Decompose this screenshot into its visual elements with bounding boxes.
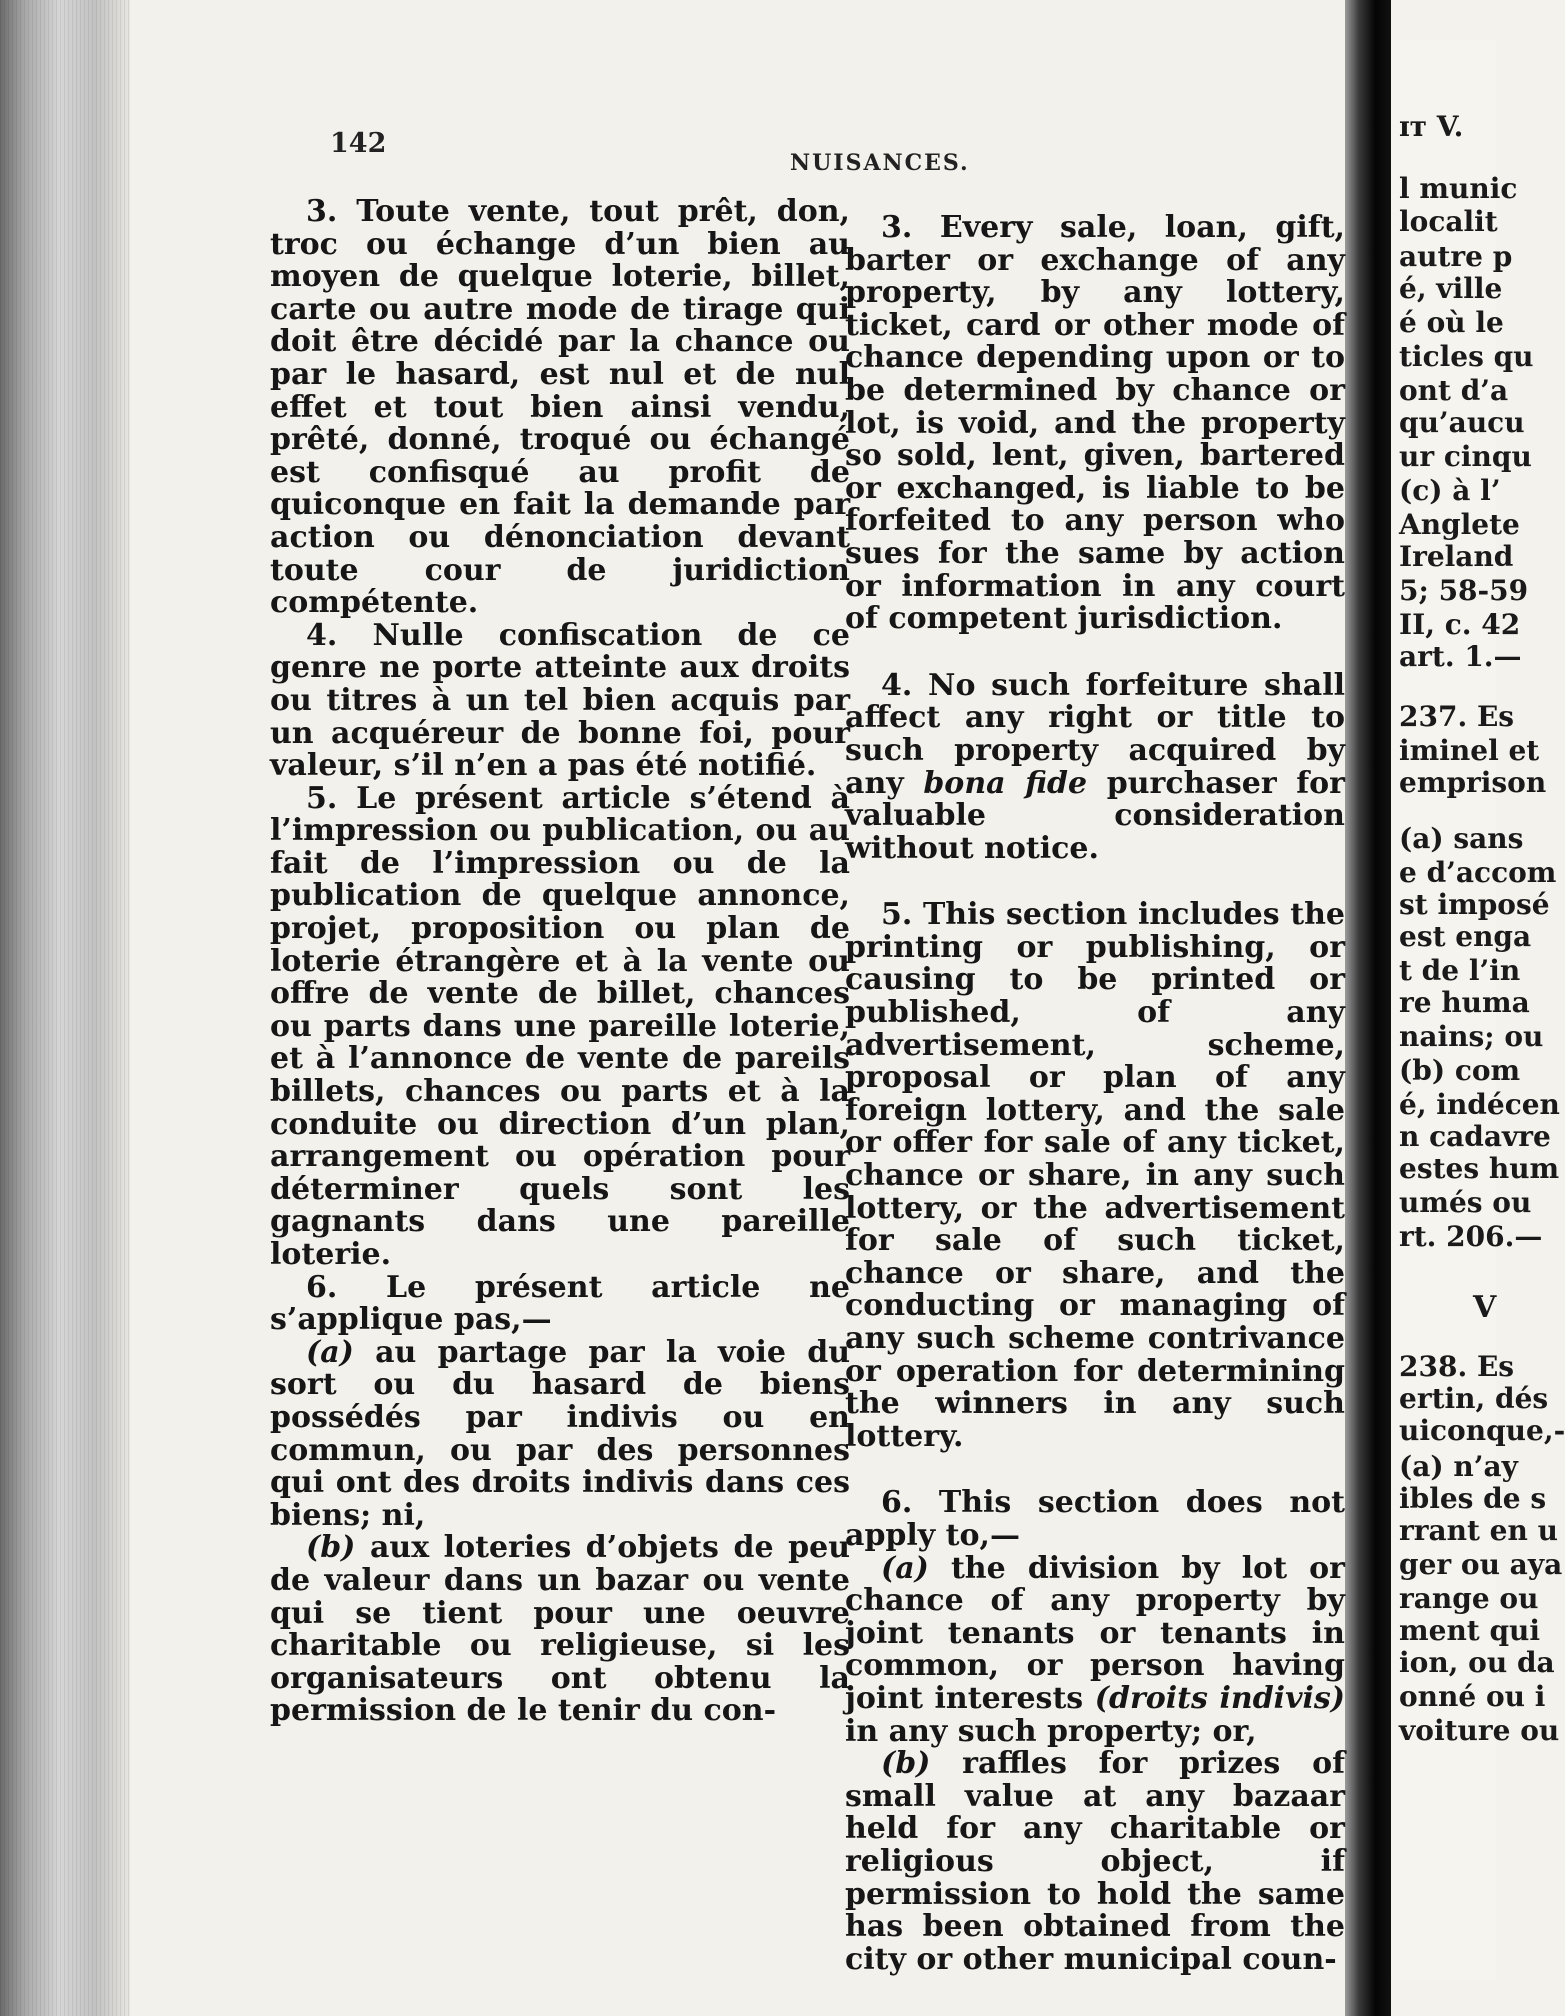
next-page-fragment: ticles qu — [1399, 340, 1534, 373]
next-page-fragment: n cadavre — [1399, 1120, 1551, 1153]
next-page-fragment: é, indécen — [1399, 1088, 1560, 1121]
italic-term: (droits indivis) — [1094, 1680, 1345, 1716]
english-clause-b — [845, 1748, 1345, 1976]
next-page-fragment: (a) n’ay — [1399, 1450, 1518, 1483]
next-page-fragment: ertin, dés — [1399, 1382, 1549, 1415]
english-subsection-3: 3. Every sale, loan, gift, barter or exchange of any property, by any lottery, ticket, card or other mode of chance depending upon or to be determined by chance or lot, is void, and the property so sold, lent, given, bartered or exchanged, is liable to be forfeited to any person who sues for the same by action or information in any court of competent jurisdiction. — [845, 210, 1345, 637]
clause-text: in any such property; or, — [845, 1713, 1257, 1749]
italic-term: bona fide — [923, 765, 1088, 801]
next-page-fragment: V — [1473, 1290, 1497, 1325]
next-page-fragment: é où le — [1399, 306, 1504, 339]
next-page-fragment: II, c. 42 — [1399, 608, 1521, 641]
next-page-fragment: umés ou — [1399, 1186, 1532, 1219]
subsection-text: 4. No such forfeiture shall affect any right or title to such property acquired by any — [845, 667, 1345, 801]
next-page-fragment: voiture ou — [1399, 1714, 1560, 1747]
next-page-fragment: ion, ou da — [1399, 1646, 1555, 1679]
next-page-fragment: nains; ou — [1399, 1020, 1544, 1053]
next-page-fragment: (c) à l’ — [1399, 474, 1501, 507]
french-clause-b — [270, 1532, 850, 1728]
next-page-fragment: art. 1.— — [1399, 640, 1522, 673]
clause-text: raffles for prizes of small value at any bazaar held for any charitable or religious object, if permission to hold the same has been obtained from the city or other municipal coun- — [845, 1746, 1345, 1977]
english-column — [845, 212, 1345, 1976]
next-page-fragment: estes hum — [1399, 1152, 1560, 1185]
french-subsection-5: 5. Le présent article s’étend à l’impression ou publication, ou au fait de l’impression ou de la publication de quelque annonce, projet, proposition ou plan de loterie étrangère et à la vente ou offre de vente de billet, chances ou parts dans une pareille loterie, et à l’annonce de vente de pareils billets, chances ou parts et à la conduite ou direction d’un plan, arrangement ou opération pour déterminer quels sont les gagnants dans une pareille loterie. — [270, 780, 850, 1272]
clause-label: (a) — [881, 1550, 929, 1586]
next-page-fragment: uiconque,- — [1399, 1414, 1565, 1447]
page-number: 142 — [330, 128, 387, 159]
next-page-fragment: (b) com — [1399, 1054, 1521, 1087]
next-page-fragment: 238. Es — [1399, 1350, 1515, 1383]
next-page-fragment: ger ou aya — [1399, 1548, 1563, 1581]
next-page-fragment: Ireland — [1399, 540, 1514, 573]
next-page-fragment: re huma — [1399, 986, 1530, 1019]
next-page-fragment: Anglete — [1399, 508, 1520, 541]
running-head: NUISANCES. — [790, 150, 970, 176]
clause-label: (b) — [306, 1530, 356, 1566]
next-page-fragment: qu’aucu — [1399, 406, 1525, 439]
next-page-fragment: rt. 206.— — [1399, 1220, 1543, 1253]
next-page-fragment: st imposé — [1399, 888, 1550, 921]
next-page-fragment: est enga — [1399, 920, 1532, 953]
next-page-fragment: range ou — [1399, 1582, 1539, 1615]
french-subsection-6: 6. Le présent article ne s’applique pas,— — [270, 1269, 850, 1338]
next-page-fragment: l munic — [1399, 172, 1518, 205]
clause-text: aux loteries d’objets de peu de valeur dans un bazar ou vente qui se tient pour une oeuvre charitable ou religieuse, si les organisateurs ont obtenu la permission de le tenir du con- — [270, 1530, 850, 1729]
next-page-fragment: emprison — [1399, 766, 1547, 799]
next-page-fragment: ibles de s — [1399, 1482, 1547, 1515]
next-page-fragment: t de l’in — [1399, 954, 1521, 987]
clause-text: au partage par la voie du sort ou du hasard de biens possédés par indivis ou en commun, ou par des personnes qui ont des droits indivis dans ces biens; ni, — [270, 1334, 850, 1533]
clause-text: the division by lot or chance of any property by joint tenants or tenants in common, or person having joint interests — [845, 1550, 1345, 1716]
french-column — [270, 196, 850, 1728]
french-clause-a — [270, 1334, 850, 1533]
subsection-text: purchaser for valuable consideration without notice. — [845, 765, 1345, 866]
next-page-fragment: ur cinqu — [1399, 440, 1532, 473]
next-page-fragment: ment qui — [1399, 1614, 1541, 1647]
next-page-fragment: e d’accom — [1399, 856, 1557, 889]
next-page-fragment: (a) sans — [1399, 822, 1524, 855]
english-subsection-5: 5. This section includes the printing or publishing, or causing to be printed or published, of any advertisement, scheme, proposal or plan of any foreign lottery, and the sale or offer for sale of any ticket, chance or share, in any such lottery, or the advertisement for sale of such ticket, chance or share, and the conducting or managing of any such scheme contrivance or operation for determining the winners in any such lottery. — [845, 897, 1345, 1454]
next-page-fragment: autre p — [1399, 240, 1513, 273]
next-page-fragment: iminel et — [1399, 734, 1540, 767]
next-page-fragment: rrant en u — [1399, 1514, 1558, 1547]
next-page-fragment: localit — [1399, 205, 1498, 238]
clause-label: (b) — [881, 1746, 931, 1782]
book-gutter — [1345, 0, 1391, 2016]
next-page-fragment: ɪᴛ V. — [1399, 110, 1464, 143]
next-page-fragment: onné ou i — [1399, 1680, 1546, 1713]
english-subsection-6: 6. This section does not apply to,— — [845, 1485, 1345, 1553]
next-page-fragment: ont d’a — [1399, 374, 1509, 407]
french-subsection-4: 4. Nulle confiscation de ce genre ne porte atteinte aux droits ou titres à un tel bien acquis par un acquéreur de bonne foi, pour valeur, s’il n’en a pas été notifié. — [270, 617, 850, 784]
english-subsection-4 — [845, 667, 1345, 866]
book-page-edges — [0, 0, 130, 2016]
next-page-fragment: 5; 58-59 — [1399, 574, 1529, 607]
french-subsection-3: 3. Toute vente, tout prêt, don, troc ou échange d’un bien au moyen de quelque loterie, billet, carte ou autre mode de tirage qui doit être décidé par la chance ou par le hasard, est nul et de nul effet et tout bien ainsi vendu, prêté, donné, troqué ou échangé est confisqué au profit de quiconque en fait la demande par action ou dénonciation devant toute cour de juridiction compétente. — [270, 194, 850, 621]
next-page-edge — [1391, 40, 1565, 1980]
next-page-fragment: 237. Es — [1399, 700, 1515, 733]
english-clause-a — [845, 1550, 1345, 1749]
clause-label: (a) — [306, 1334, 354, 1370]
next-page-fragment: é, ville — [1399, 272, 1503, 305]
